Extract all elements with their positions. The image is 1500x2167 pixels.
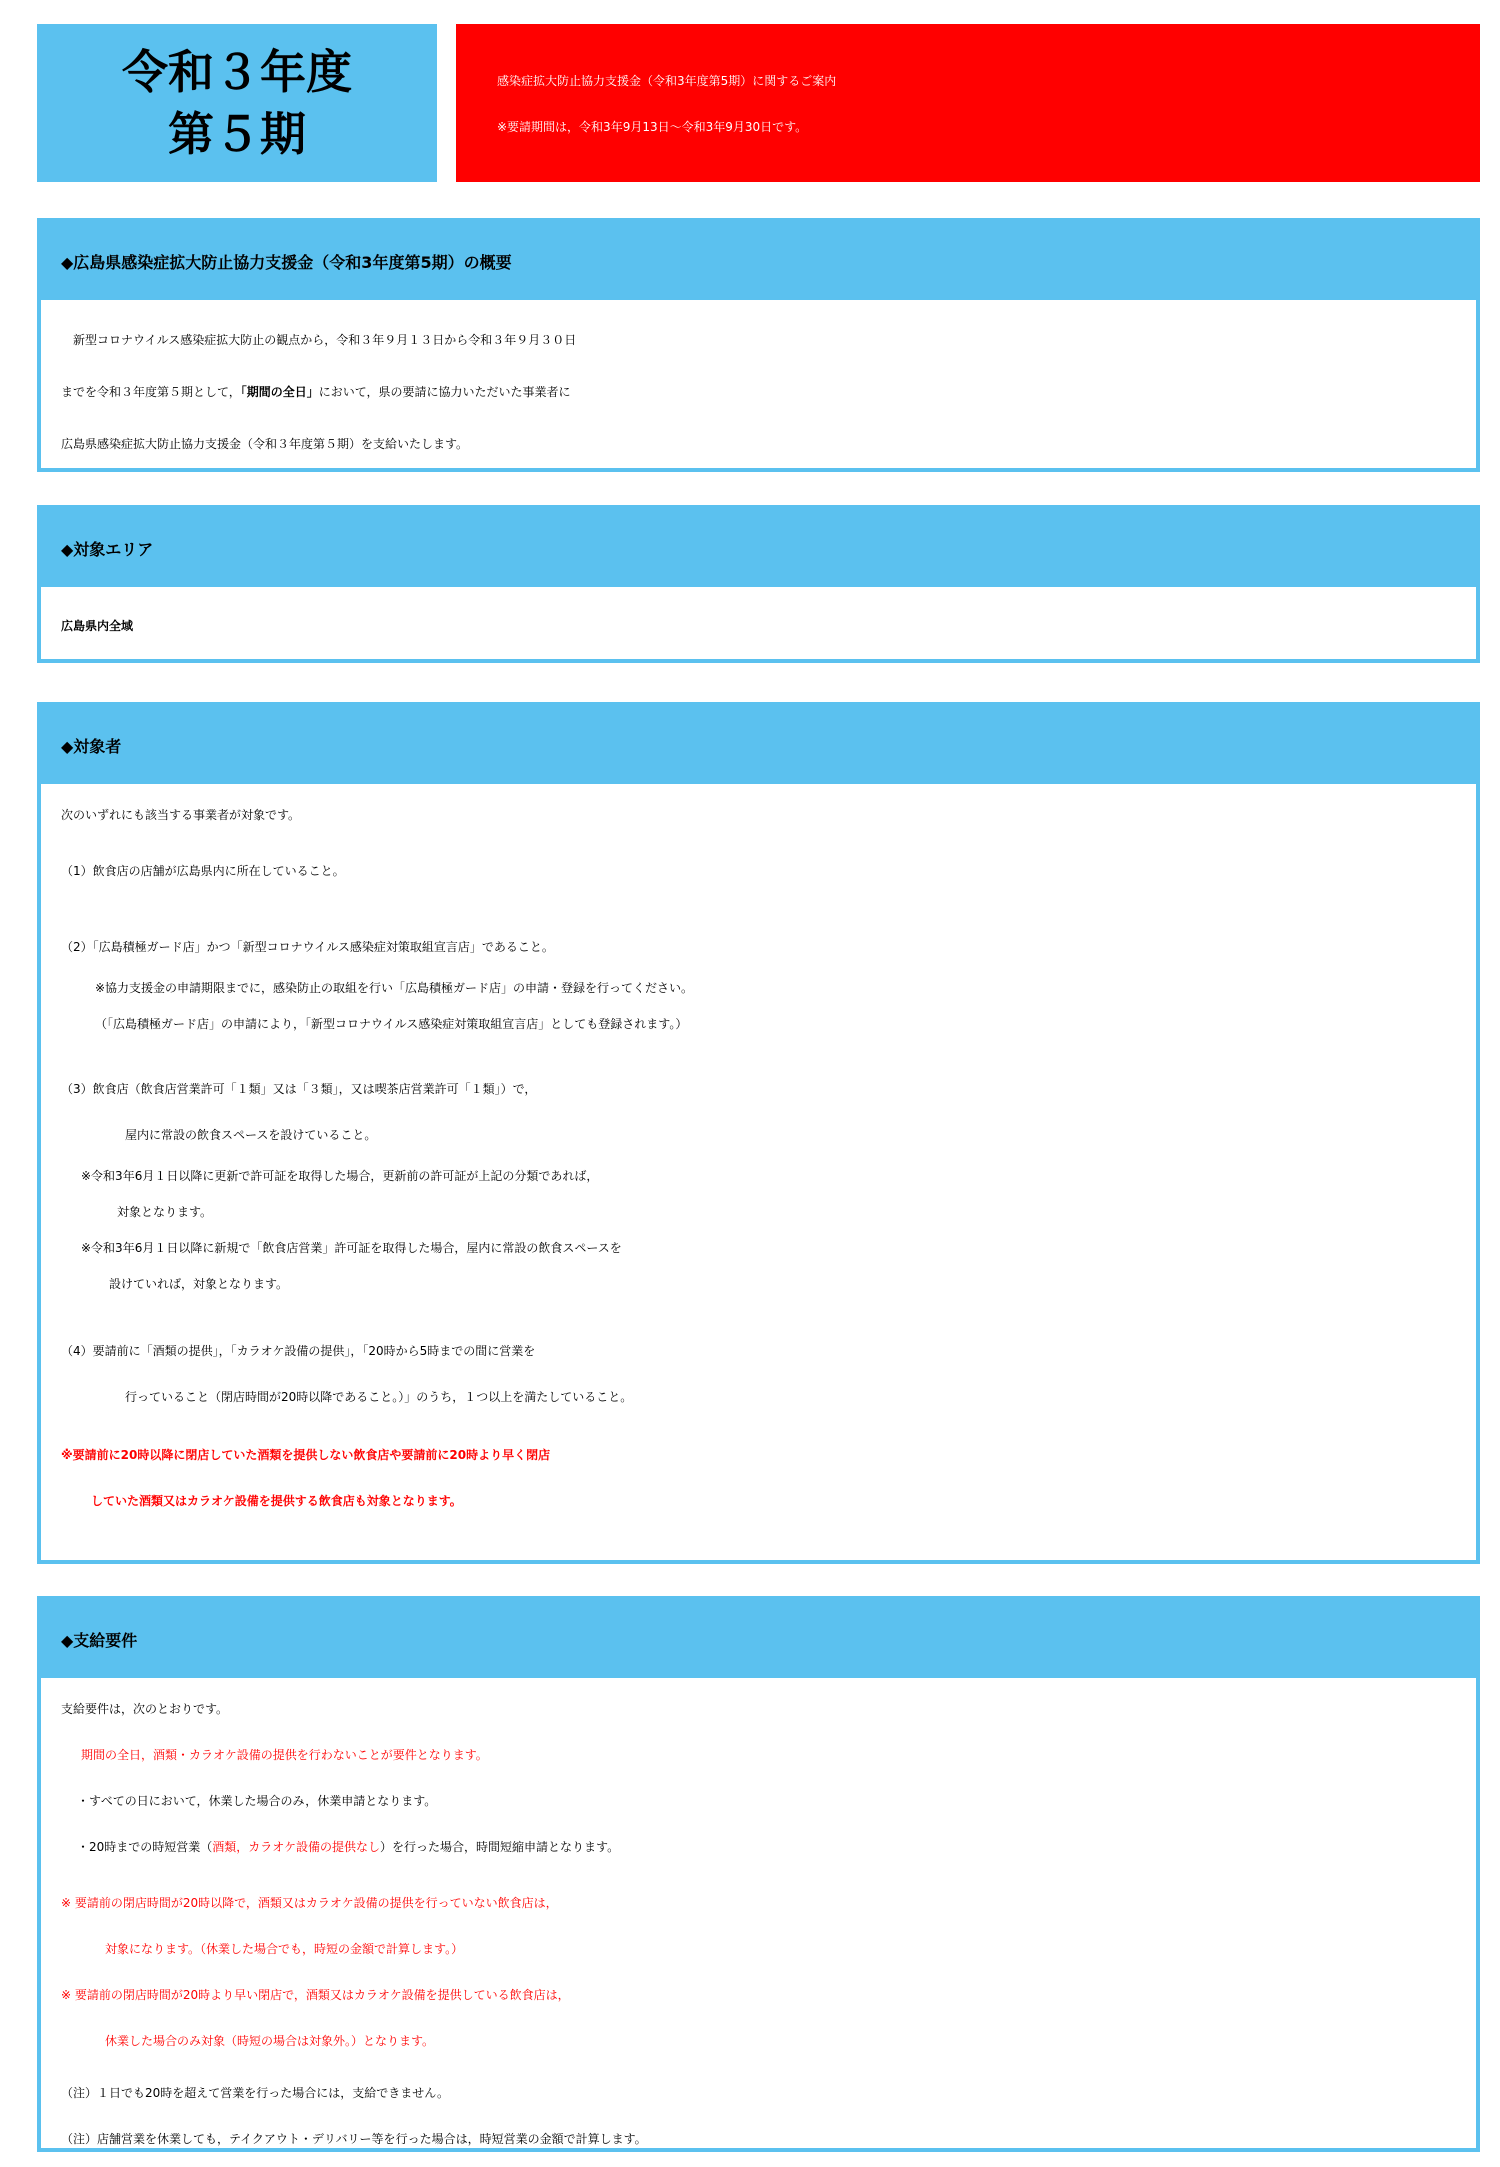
- target-area-body: [41, 587, 1476, 657]
- eligibility-item-3-note: ※令和3年6月１日以降に新規で「飲食店営業」許可証を取得した場合，屋内に常設の飲食スペースを: [81, 1241, 622, 1255]
- target-area-title: ◆対象エリア: [41, 509, 1476, 587]
- eligibility-body: [41, 784, 1476, 1524]
- requirements-bullet: ・すべての日において，休業した場合のみ，休業申請となります。: [77, 1794, 437, 1808]
- requirements-red-note: 対象になります。（休業した場合でも，時短の金額で計算します。）: [105, 1942, 464, 1956]
- requirements-remark: （注）店舗営業を休業しても，テイクアウト・デリバリー等を行った場合は，時短営業の金額で計算します。: [61, 2132, 647, 2146]
- requirements-text: ・20時までの時短営業（: [77, 1840, 213, 1854]
- eligibility-item-1: （1）飲食店の店舗が広島県内に所在していること。: [61, 864, 345, 878]
- eligibility-item-2-note: ※協力支援金の申請期限までに，感染防止の取組を行い「広島積極ガード店」の申請・登録を行ってください。: [95, 981, 694, 995]
- requirements-red-note: ※ 要請前の閉店時間が20時より早い閉店で，酒類又はカラオケ設備を提供している飲食店は，: [61, 1988, 570, 2002]
- eligibility-title: ◆対象者: [41, 706, 1476, 784]
- overview-text: までを令和３年度第５期として，: [61, 385, 241, 399]
- overview-text: において，県の要請に協力いただいた事業者に: [318, 385, 571, 399]
- announcement-title: 感染症拡大防止協力支援金（令和3年度第5期）に関するご案内: [497, 74, 837, 88]
- eligibility-red-note: ※要請前に20時以降に閉店していた酒類を提供しない飲食店や要請前に20時より早く閉店: [61, 1448, 551, 1462]
- overview-title: ◆広島県感染症拡大防止協力支援金（令和3年度第5期）の概要: [41, 222, 1476, 300]
- requirements-remark: （注）１日でも20時を超えて営業を行った場合には，支給できません。: [61, 2086, 449, 2100]
- eligibility-item-3: （3）飲食店（飲食店営業許可「１類」又は「３類」，又は喫茶店営業許可「１類」）で，: [61, 1082, 537, 1096]
- overview-line: [61, 366, 1476, 418]
- requirements-bullet: [61, 1824, 1476, 1870]
- eligibility-item-3-cont: 屋内に常設の飲食スペースを設けていること。: [125, 1128, 377, 1142]
- eligibility-item-2: （2）「広島積極ガード店」かつ「新型コロナウイルス感染症対策取組宣言店」であること。: [61, 940, 554, 954]
- requirements-section: [37, 1596, 1480, 2152]
- eligibility-intro: 次のいずれにも該当する事業者が対象です。: [61, 808, 301, 822]
- eligibility-item-3-note: 設けていれば，対象となります。: [109, 1277, 289, 1291]
- requirements-red-note: ※ 要請前の閉店時間が20時以降で，酒類又はカラオケ設備の提供を行っていない飲食店は，: [61, 1896, 558, 1910]
- requirements-body: [41, 1678, 1476, 2162]
- eligibility-section: [37, 702, 1480, 1564]
- eligibility-item-3-note: 対象となります。: [117, 1205, 213, 1219]
- requirements-intro: 支給要件は，次のとおりです。: [61, 1702, 229, 1716]
- requirements-title: ◆支給要件: [41, 1600, 1476, 1678]
- target-area-section: [37, 505, 1480, 663]
- eligibility-item-4: （4）要請前に「酒類の提供」，「カラオケ設備の提供」，「20時から5時までの間に営業を: [61, 1344, 536, 1358]
- request-period-note: ※要請期間は，令和3年9月13日～令和3年9月30日です。: [497, 120, 808, 134]
- eligibility-red-note: していた酒類又はカラオケ設備を提供する飲食店も対象となります。: [91, 1494, 462, 1508]
- eligibility-item-3-note: ※令和3年6月１日以降に更新で許可証を取得した場合，更新前の許可証が上記の分類であれば，: [81, 1169, 599, 1183]
- requirements-main-condition: 期間の全日，酒類・カラオケ設備の提供を行わないことが要件となります。: [81, 1748, 488, 1762]
- announcement-banner: [456, 24, 1480, 182]
- overview-line: 広島県感染症拡大防止協力支援金（令和３年度第５期）を支給いたします。: [61, 437, 469, 451]
- overview-section: [37, 218, 1480, 472]
- all-days-emphasis: 「期間の全日」: [240, 385, 319, 399]
- target-area-value: 広島県内全域: [61, 619, 134, 633]
- requirements-text: ）を行った場合，時間短縮申請となります。: [380, 1840, 620, 1854]
- eligibility-item-4-cont: 行っていること（閉店時間が20時以降であること。）」のうち，１つ以上を満たしていること。: [125, 1390, 633, 1404]
- fiscal-year-label: 令和３年度: [122, 45, 352, 99]
- overview-body: [41, 300, 1476, 470]
- period-number-label: 第５期: [168, 107, 306, 161]
- overview-line: 新型コロナウイルス感染症拡大防止の観点から，令和３年９月１３日から令和３年９月３０日: [61, 333, 577, 347]
- eligibility-item-2-note: （「広島積極ガード店」の申請により，「新型コロナウイルス感染症対策取組宣言店」としても登録されます。）: [95, 1017, 688, 1031]
- requirements-red-note: 休業した場合のみ対象（時短の場合は対象外。）となります。: [105, 2034, 435, 2048]
- no-alcohol-karaoke-emphasis: 酒類，カラオケ設備の提供なし: [212, 1840, 381, 1854]
- period-label-box: [37, 24, 437, 182]
